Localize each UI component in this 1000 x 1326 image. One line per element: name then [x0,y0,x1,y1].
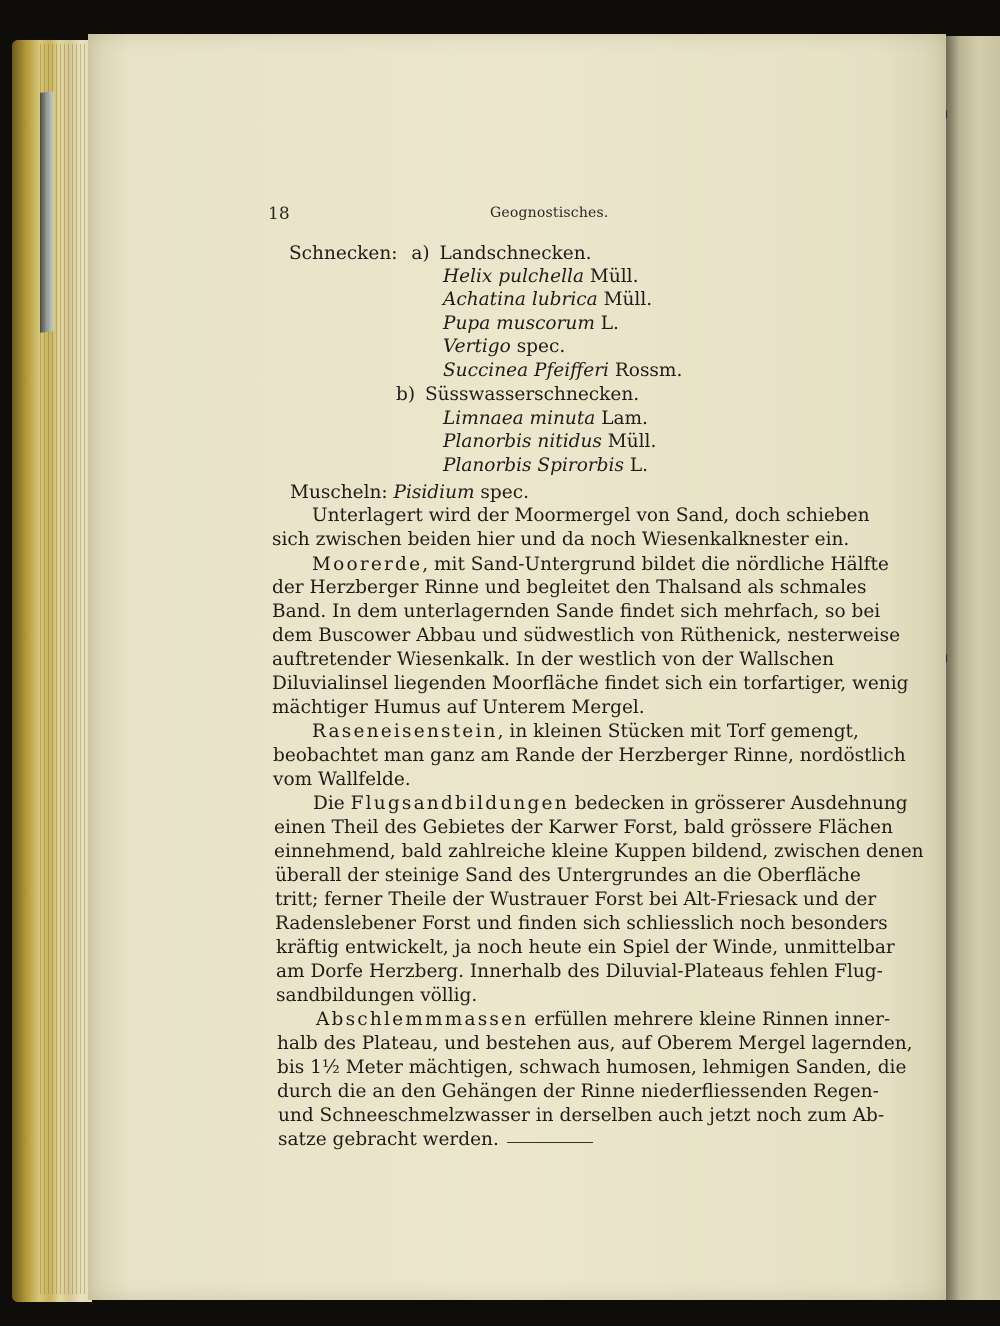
text-line: halb des Plateau, und bestehen aus, auf Oberem Mergel lagernden, [277,1033,913,1054]
text-line: Moorerde, mit Sand-Untergrund bildet die nördliche Hälfte [312,554,889,575]
text-line: Die Flugsandbildungen bedecken in grösserer Ausdehnung [313,793,908,814]
text-line: bis 1½ Meter mächtigen, schwach humosen, lehmigen Sanden, die [277,1057,907,1078]
species-entry [443,430,656,453]
species-entry [443,359,682,382]
species-author: Müll. [607,431,657,452]
mussels-line [290,481,529,504]
land-marker: a) [411,243,430,264]
mussel-name: Pisidium [393,482,475,503]
text-line: einnehmend, bald zahlreiche kleine Kuppen bildend, zwischen denen [274,841,924,862]
text-line: Band. In dem unterlagernden Sande findet sich mehrfach, so bei [272,601,881,622]
text-line: überall der steinige Sand des Untergrundes an die Oberfläche [275,865,861,886]
species-name: Pupa muscorum [443,313,595,334]
paragraph-term: Moorerde [312,554,423,575]
species-name: Vertigo [443,336,511,357]
freshwater-heading [396,383,639,406]
section-end-rule [507,1142,593,1143]
snails-label: Schnecken: [289,243,398,264]
species-author: L. [600,313,619,334]
text-line: tritt; ferner Theile der Wustrauer Forst bei Alt-Friesack und der [275,889,877,910]
paragraph-term: Abschlemmmassen [316,1009,529,1030]
species-name: Planorbis nitidus [443,431,602,452]
species-name: Planorbis Spirorbis [443,455,624,476]
text-line: beobachtet man ganz am Rande der Herzberger Rinne, nordöstlich [273,745,906,766]
species-name: Succinea Pfeifferi [443,360,609,381]
species-entry [443,288,652,311]
text-line: der Herzberger Rinne und begleitet den Thalsand als schmales [272,577,867,598]
text-line: und Schneeschmelzwasser in derselben auch jetzt noch zum Ab- [278,1105,885,1126]
facing-page-edge [946,36,1000,1300]
text-line: einen Theil des Gebietes der Karwer Forst, bald grössere Flächen [274,817,893,838]
text-line: Raseneisenstein, in kleinen Stücken mit Torf gemengt, [312,721,859,742]
text-line: Diluvialinsel liegenden Moorfläche findet sich ein torfartiger, wenig [272,673,909,694]
text-line: satze gebracht werden. [278,1129,499,1150]
species-name: Limnaea minuta [443,408,596,429]
species-entry [443,265,638,288]
text-line: Abschlemmmassen erfüllen mehrere kleine Rinnen inner- [316,1009,891,1030]
text-line: sandbildungen völlig. [276,985,478,1006]
text-line: auftretender Wiesenkalk. In der westlich von der Wallschen [272,649,834,670]
species-entry [443,454,648,477]
paragraph-term: Raseneisenstein [312,721,498,742]
text-line: sich zwischen beiden hier und da noch Wiesenkalknester ein. [272,529,850,550]
species-entry [443,407,648,430]
text-line: Radenslebener Forst und finden sich schliesslich noch besonders [275,913,888,934]
text-line: dem Buscower Abbau und südwestlich von Rüthenick, nesterweise [272,625,901,646]
land-title: Landschnecken. [439,243,592,264]
text-line: Unterlagert wird der Moormergel von Sand, doch schieben [312,505,870,526]
species-name: Helix pulchella [443,266,584,287]
running-head: Geognostisches. [490,205,609,221]
text-line: am Dorfe Herzberg. Innerhalb des Diluvial-Plateaus fehlen Flug- [276,961,883,982]
text-line: mächtiger Humus auf Unterem Mergel. [272,697,645,718]
bookmark-ribbon [40,91,54,332]
species-entry [443,335,565,358]
mussels-label: Muscheln: [290,482,388,503]
species-name: Achatina lubrica [443,289,598,310]
mussel-author: spec. [480,482,529,503]
species-author: spec. [516,336,566,357]
page-number: 18 [268,204,290,224]
paragraph-term: Flugsandbildungen [350,793,569,814]
species-author: Müll. [603,289,653,310]
snails-heading [289,242,592,265]
page-header [268,204,868,228]
species-author: Lam. [601,408,648,429]
species-entry [443,312,619,335]
text-line: vom Wallfelde. [273,769,411,790]
species-author: Rossm. [614,360,683,381]
species-author: L. [629,455,648,476]
text-line: kräftig entwickelt, ja noch heute ein Spiel der Winde, unmittelbar [276,937,895,958]
fresh-marker: b) [396,384,416,405]
text-line: durch die an den Gehängen der Rinne niederfliessenden Regen- [277,1081,879,1102]
fresh-title: Süsswasserschnecken. [424,384,640,405]
species-author: Müll. [589,266,639,287]
